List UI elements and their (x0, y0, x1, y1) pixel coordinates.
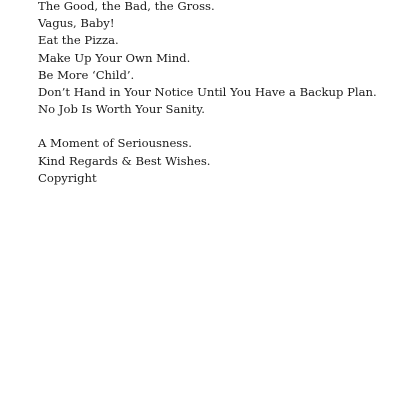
toc-group-chapters (38, 0, 388, 118)
toc-item-dont-hand-in-your-notice[interactable]: Don’t Hand in Your Notice Until You Have a Backup Plan. (38, 84, 377, 99)
toc-item-be-more-child[interactable]: Be More ‘Child’. (38, 67, 135, 82)
toc-item-the-good-the-bad-the-gross[interactable]: The Good, the Bad, the Gross. (38, 0, 215, 13)
toc-item-a-moment-of-seriousness[interactable]: A Moment of Seriousness. (38, 136, 192, 151)
toc-item-kind-regards-best-wishes[interactable]: Kind Regards & Best Wishes. (38, 153, 211, 168)
toc-item-copyright[interactable]: Copyright (38, 170, 97, 185)
toc-item-make-up-your-own-mind[interactable]: Make Up Your Own Mind. (38, 50, 191, 65)
toc-item-no-job-is-worth-your-sanity[interactable]: No Job Is Worth Your Sanity. (38, 102, 205, 117)
toc-item-eat-the-pizza[interactable]: Eat the Pizza. (38, 33, 119, 48)
toc-item-vagus-baby[interactable]: Vagus, Baby! (38, 16, 115, 31)
toc-group-back-matter (38, 135, 388, 187)
table-of-contents (38, 0, 388, 187)
